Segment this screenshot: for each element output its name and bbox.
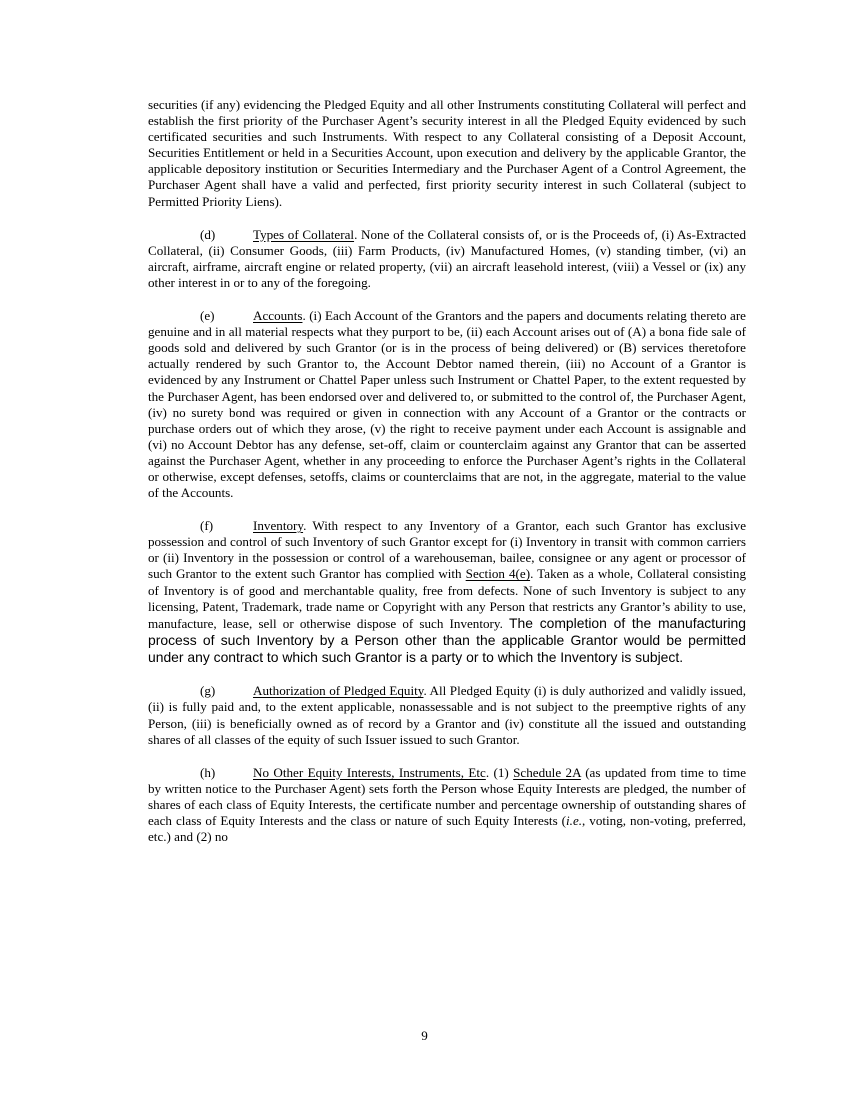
paragraph-h-text-2: (as updated from time to time by written notice to the Purchaser Agent) sets forth the Person whose Equity Interests are pledged, the number of shares of each class of Equity Interests, the certificate number and percentage ownership of outstanding shares of each class of Equity Interests and the class or nature of such Equity Interests ( [148,764,747,828]
page-number: 9 [421,1028,428,1043]
paragraph-e-label: (e) [200,308,215,324]
paragraph-g [148,683,746,747]
paragraph-f-text-after: . Taken as a whole, Collateral consisting of Inventory is of good and merchantable quality, free from defects. None of such Inventory is subject to any licensing, Patent, Trademark, trade name or Copyright with any Person that restricts any Grantor’s ability to use, manufacture, lease, sell or otherwise dispose of such Inventory. [148,566,746,631]
paragraph-h [148,765,746,845]
paragraph-g-heading: Authorization of Pledged Equity [253,683,424,699]
paragraph-h-heading: No Other Equity Interests, Instruments, Etc [253,764,486,780]
section-reference: Section 4(e) [465,566,531,582]
paragraph-h-ie: i.e. [566,812,583,828]
paragraph-f-heading: Inventory [253,518,304,534]
paragraph-h-text-3: , voting, non-voting, preferred, etc.) and (2) no [148,812,746,845]
paragraph-d-heading: Types of Collateral [253,226,355,242]
paragraph-f [148,518,746,666]
paragraph-f-text-sans: The completion of the manufacturing process of such Inventory by a Person other than the applicable Grantor would be permitted under any contract to which such Grantor is a party or to which the Inventory is subject. [148,614,746,666]
paragraph-c-continued: securities (if any) evidencing the Pledged Equity and all other Instruments constituting Collateral will perfect and establish the first priority of the Purchaser Agent’s security interest in all the Pledged Equity evidenced by such certificated securities and such Instruments. With respect to any Collateral consisting of a Deposit Account, Securities Entitlement or held in a Securities Account, upon execution and delivery by the applicable Grantor, the applicable depository institution or Securities Intermediary and the Purchaser Agent of a Control Agreement, the Purchaser Agent shall have a valid and perfected, first priority security interest in such Collateral (subject to Permitted Priority Liens). [148,97,746,209]
paragraph-d-text: . None of the Collateral consists of, or is the Proceeds of, (i) As-Extracted Collateral, (ii) Consumer Goods, (iii) Farm Products, (iv) Manufactured Homes, (v) standing timber, (vi) an aircraft, airframe, aircraft engine or related property, (vii) an aircraft leasehold interest, (viii) a Vessel or (ix) any other interest in or to any of the foregoing. [148,226,746,290]
paragraph-h-text-1: . (1) [485,764,514,780]
paragraph-h-label: (h) [200,764,216,780]
paragraph-e [148,308,746,501]
paragraph-e-text: . (i) Each Account of the Grantors and the papers and documents relating thereto are genuine and in all material respects what they purport to be, (ii) each Account arises out of (A) a bona fide sale of goods sold and delivered by such Grantor (or is in the process of being delivered) or (B) services theretofore actually rendered by such Grantor to, the Account Debtor named therein, (iii) no Account of a Grantor is evidenced by any Instrument or Chattel Paper unless such Instrument or Chattel Paper, to the extent requested by the Purchaser Agent, has been endorsed over and delivered to, or submitted to the control of, the Purchaser Agent, (iv) no surety bond was required or given in connection with any Account of a Grantor or the contracts or purchase orders out of which they arose, (v) the right to receive payment under each Account is assignable and (vi) no Account Debtor has any defense, set-off, claim or counterclaim against any Grantor that can be asserted against the Purchaser Agent, whether in any proceeding to enforce the Purchaser Agent’s rights in the Collateral or otherwise, except defenses, setoffs, claims or counterclaims that are not, in the aggregate, material to the value of the Accounts. [148,308,746,501]
paragraph-d [148,227,746,291]
paragraph-e-heading: Accounts [253,308,303,324]
paragraph-d-label: (d) [200,226,216,242]
paragraph-f-label: (f) [200,518,214,534]
paragraph-g-text: . All Pledged Equity (i) is duly authorized and validly issued, (ii) is fully paid and, to the extent applicable, nonassessable and is not subject to the preemptive rights of any Person, (iii) is beneficially owned as of record by a Grantor and (iv) constitute all the issued and outstanding shares of all classes of the equity of such Issuer issued to such Grantor. [148,683,747,747]
schedule-reference: Schedule 2A [513,764,581,780]
paragraph-f-text-before: . With respect to any Inventory of a Grantor, each such Grantor has exclusive possession and control of such Inventory of such Grantor except for (i) Inventory in transit with common carriers or (ii) Inventory in the possession or control of a warehouseman, bailee, consignee or any agent or processor of such Grantor to the extent such Grantor has complied with [148,518,746,582]
paragraph-g-label: (g) [200,683,216,699]
document-page [148,97,746,862]
